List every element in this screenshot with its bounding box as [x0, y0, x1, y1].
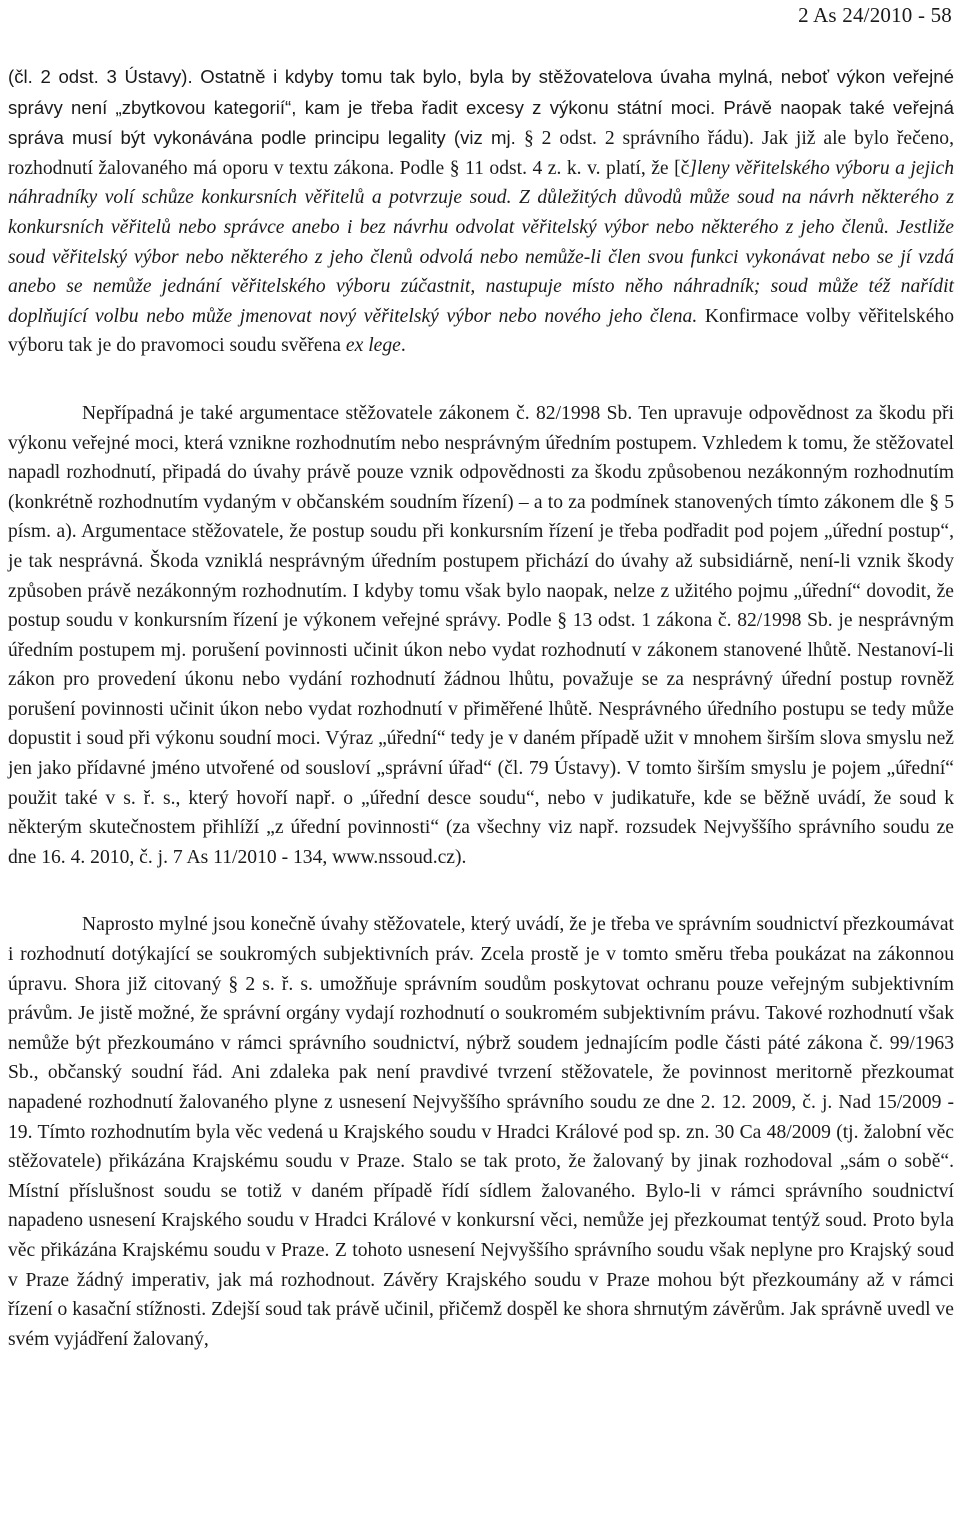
paragraph-2 [8, 399, 954, 873]
paragraph-1-segment: Konfirmace volby věřitelského výboru tak je do pravomoci soudu svěřena [8, 305, 954, 357]
paragraph-1-segment: č [680, 157, 690, 179]
paragraph-3-text: Naprosto mylné jsou konečně úvahy stěžovatele, který uvádí, že je třeba ve správním soudnictví přezkoumávat i rozhodnutí dotýkající se soukromých subjektivních práv. Zcela prostě je v tomto směru třeba poukázat na zákonnou úpravu. Shora již citovaný § 2 s. ř. s. umožňuje správním soudům poskytovat ochranu pouze veřejným subjektivním právům. Je jistě možné, že správní orgány vydají rozhodnutí o soukromém subjektivním právu. Takové rozhodnutí však nemůže být přezkoumáno v rámci správního soudnictví, nýbrž soudem jednajícím podle části páté zákona č. 99/1963 Sb., občanský soudní řád. Ani zdaleka pak není pravdivé tvrzení stěžovatele, že povinnost meritorně přezkoumat napadené rozhodnutí žalovaného plyne z usnesení Nejvyššího správního soudu ze dne 2. 12. 2009, č. j. Nad 15/2009 - 19. Tímto rozhodnutím byla věc vedená u Krajského soudu v Hradci Králové pod sp. zn. 30 Ca 48/2009 (tj. žalobní věc stěžovatele) přikázána Krajskému soudu v Praze. Stalo se tak proto, že žalovaný by jinak rozhodoval „sám o sobě“. Místní příslušnost soudu se totiž v daném případě řídí sídlem žalovaného. Bylo-li v rámci správního soudnictví napadeno usnesení Krajského soudu v Hradci Králové v konkursní věci, nemůže jej přezkoumat tentýž soud. Proto byla věc přikázána Krajskému soudu v Praze. Z tohoto usnesení Nejvyššího správního soudu však neplyne pro Krajský soud v Praze žádný imperativ, jak má rozhodnout. Závěry Krajského soudu v Praze mohou být přezkoumány až v rámci řízení o kasační stížnosti. Zdejší soud tak právě učinil, přičemž dospěl ke shora shrnutým závěrům. Jak správně uvedl ve svém vyjádření žalovaný, [8, 914, 954, 1350]
paragraph-1-segment: . [400, 335, 406, 357]
statute-quotation: ]leny věřitelského výboru a jejich náhradníky volí schůze konkursních věřitelů a potvrzuje soud. Z důležitých důvodů může soud na návrh některého z konkursních věřitelů nebo správce anebo i bez návrhu odvolat věřitelský výbor nebo některého z jeho členů. Jestliže soud věřitelský výbor nebo některého z jeho členů odvolá nebo nemůže-li člen svou funkci vykonávat nebo se jí vzdá anebo se nemůže jednání věřitelského výboru zúčastnit, nastupuje místo něho náhradník; soud může též nařídit doplňující volbu nebo může jmenovat nový věřitelský výbor nebo nového jeho člena. [8, 157, 954, 327]
latin-term: ex lege [345, 335, 401, 357]
paragraph-1 [8, 62, 954, 361]
document-body [8, 62, 954, 1354]
paragraph-1-segment: § 2 odst. 2 správního řádu). Jak již ale bylo řečeno, rozhodnutí žalovaného má oporu v textu zákona. Podle § 11 odst. 4 z. k. v. platí, že [ [8, 128, 954, 179]
paragraph-2-text: Nepřípadná je také argumentace stěžovatele zákonem č. 82/1998 Sb. Ten upravuje odpovědnost za škodu při výkonu veřejné moci, která vznikne rozhodnutím nebo nesprávným úředním postupem. Vzhledem k tomu, že stěžovatel napadl rozhodnutí, připadá do úvahy právě pouze vznik odpovědnosti za škodu způsobenou nezákonným rozhodnutím (konkrétně rozhodnutím vydaným v občanském soudním řízení) – a to za podmínek stanovených tímto zákonem dle § 5 písm. a). Argumentace stěžovatele, že postup soudu při konkursním řízení je třeba podřadit pod pojem „úřední postup“, je tak nesprávná. Škoda vzniklá nesprávným úředním postupem přichází do úvahy až subsidiárně, není-li vznik škody způsoben právě nezákonným rozhodnutím. I kdyby tomu však bylo naopak, nelze z užitého pojmu „úřední“ dovodit, že postup soudu v konkursním řízení je výkonem veřejné správy. Podle § 13 odst. 1 zákona č. 82/1998 Sb. je nesprávným úředním postupem mj. porušení povinnosti učinit úkon nebo vydat rozhodnutí v zákonem stanovené lhůtě. Nestanoví-li zákon pro provedení úkonu nebo vydání rozhodnutí žádnou lhůtu, považuje se za nesprávný úřední postup rovněž porušení povinnosti učinit úkon nebo vydat rozhodnutí v přiměřené lhůtě. Nesprávného úředního postupu se tedy může dopustit i soud při výkonu soudní moci. Výraz „úřední“ tedy je v daném případě užit v mnohem širším slova smyslu než jen jako přídavné jméno utvořené od sousloví „správní úřad“ (čl. 79 Ústavy). V tomto širším smyslu je pojem „úřední“ použit také v s. ř. s., který hovoří např. o „úřední desce soudu“, nebo v judikatuře, kde se běžně uvádí, že soud k některým skutečnostem přihlíží „z úřední povinnosti“ (za všechny viz např. rozsudek Nejvyššího správního soudu ze dne 16. 4. 2010, č. j. 7 As 11/2010 - 134, www.nssoud.cz). [8, 402, 954, 868]
paragraph-3 [8, 910, 954, 1354]
paragraph-1-segment: (čl. 2 odst. 3 Ústavy). Ostatně i kdyby tomu tak bylo, byla by stěžovatelova úvaha mylná, neboť výkon veřejné správy není „zbytkovou kategorií“, kam je třeba řadit excesy z výkonu státní moci. Právě naopak také veřejná správa musí být vykonávána podle principu legality (viz mj. [8, 66, 954, 149]
case-reference: 2 As 24/2010 - 58 [798, 3, 952, 27]
